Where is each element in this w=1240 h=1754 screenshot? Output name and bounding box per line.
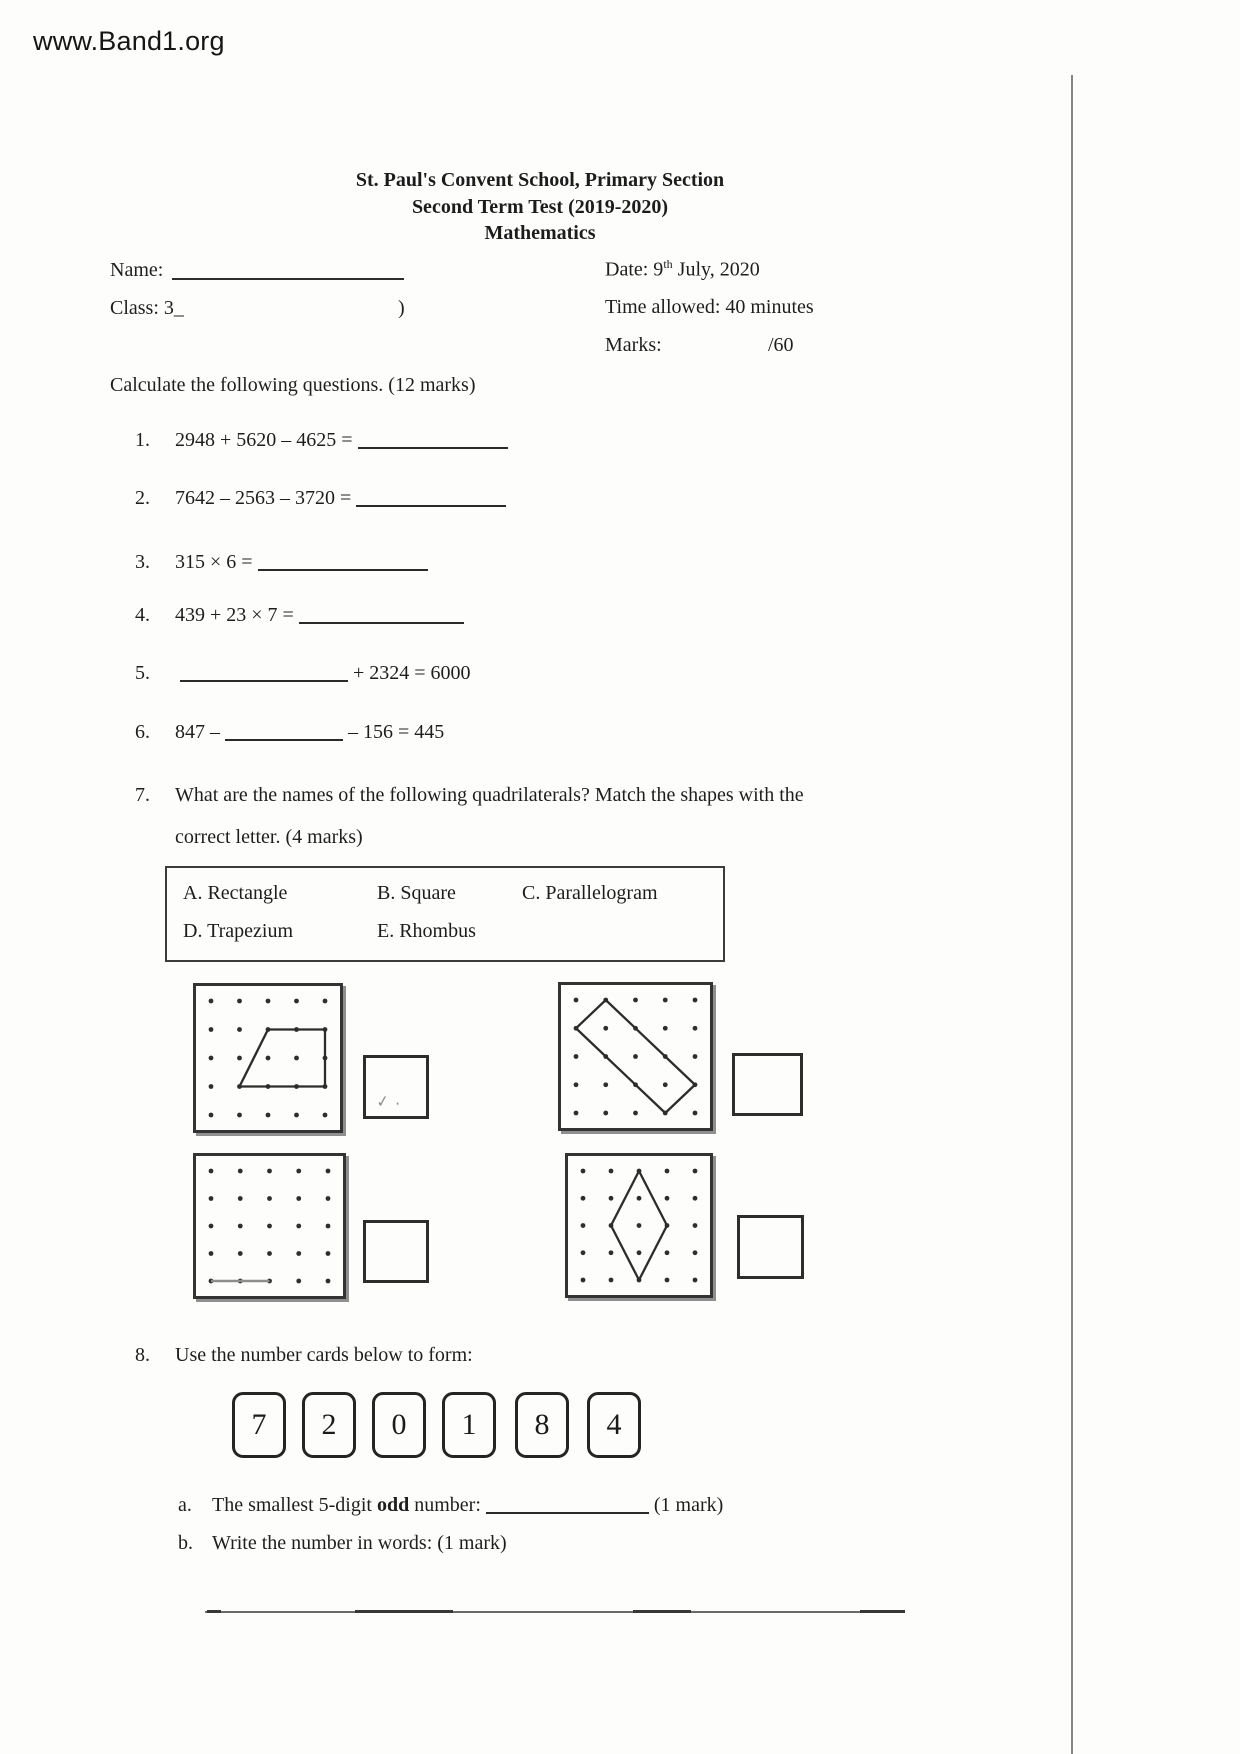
geoboard-dot: [693, 1196, 698, 1201]
geoboard-grid-none: [193, 1153, 346, 1299]
geoboard-dot: [637, 1250, 642, 1255]
geoboard-dot: [693, 1169, 698, 1174]
number-card-4: [587, 1392, 641, 1458]
geoboard-dot: [209, 1224, 214, 1229]
name-label: Name:: [110, 259, 164, 281]
geoboard-dot: [603, 1026, 608, 1031]
shape-answer-box: [363, 1055, 429, 1119]
number-card-1: [442, 1392, 496, 1458]
geoboard-dot: [266, 999, 271, 1004]
geoboard-dot: [609, 1169, 614, 1174]
geoboard-dot: [296, 1224, 301, 1229]
watermark-url: www.Band1.org: [33, 26, 225, 56]
number-card-0: [372, 1392, 426, 1458]
geoboard-dot: [238, 1196, 243, 1201]
date-pre: Date: 9: [605, 258, 664, 281]
question-8-number: 8.: [135, 1344, 150, 1366]
geoboard-dot: [665, 1250, 670, 1255]
geoboard-dot: [581, 1250, 586, 1255]
shape-answer-box: [737, 1215, 804, 1279]
geoboard-dot: [267, 1251, 272, 1256]
geoboard-dot: [637, 1196, 642, 1201]
geoboard-dot: [209, 1169, 214, 1174]
scan-smudge: [633, 1610, 691, 1613]
shape-answer-box: [363, 1220, 429, 1283]
geoboard-dot: [693, 1223, 698, 1228]
geoboard-dot: [665, 1196, 670, 1201]
geoboard-dot: [267, 1169, 272, 1174]
question-row: [175, 604, 469, 627]
geoboard-dot: [238, 1224, 243, 1229]
question-7-line1: What are the names of the following quadrilaterals? Match the shapes with the: [175, 784, 804, 806]
geoboard-dot: [237, 999, 242, 1004]
geoboard-dot: [209, 999, 214, 1004]
geoboard-dot: [574, 1054, 579, 1059]
geoboard-dot: [237, 1056, 242, 1061]
date-text: [605, 257, 760, 282]
geoboard-dot: [209, 1027, 214, 1032]
card-digit: 2: [321, 1408, 337, 1441]
sub-a-mark-count: (1 mark): [653, 1494, 724, 1516]
geoboard-dot: [237, 1027, 242, 1032]
question-row: [175, 662, 471, 685]
shape-answer-box: [732, 1053, 803, 1116]
geoboard-dot: [238, 1169, 243, 1174]
question-text: + 2324 = 6000: [353, 662, 471, 684]
header-school: St. Paul's Convent School, Primary Section: [355, 169, 725, 191]
option-d: D. Trapezium: [183, 920, 293, 942]
name-answer-line: [172, 262, 404, 280]
geoboard-grid-rhombus: [565, 1153, 713, 1298]
question-row: [175, 721, 444, 744]
geoboard-dot: [326, 1169, 331, 1174]
question-7-line2: correct letter. (4 marks): [175, 826, 363, 848]
geoboard-dot: [237, 1113, 242, 1118]
geoboard-dot: [609, 1196, 614, 1201]
geoboard-dot: [603, 1082, 608, 1087]
geoboard-dot: [637, 1223, 642, 1228]
geoboard-dot: [633, 998, 638, 1003]
geoboard-dot: [693, 1054, 698, 1059]
date-post: July, 2020: [672, 258, 760, 281]
question-number: 2.: [135, 487, 150, 509]
sub-question-b-label: b.: [178, 1532, 193, 1554]
answer-blank: [356, 489, 506, 507]
answer-blank: [180, 664, 348, 682]
geoboard-dot: [294, 999, 299, 1004]
geoboard-dot: [693, 1111, 698, 1116]
answer-blank: [258, 553, 428, 571]
geoboard-dot: [209, 1056, 214, 1061]
card-digit: 4: [606, 1408, 622, 1441]
geoboard-grid-right-trapezium: [193, 983, 343, 1133]
geoboard-dot: [209, 1196, 214, 1201]
card-digit: 0: [391, 1408, 407, 1441]
answer-blank: [358, 431, 508, 449]
question-7-number: 7.: [135, 784, 150, 806]
geoboard-dot: [663, 998, 668, 1003]
class-label: Class: 3_: [110, 297, 184, 319]
scan-smudge: [355, 1610, 453, 1613]
section-heading: Calculate the following questions. (12 marks): [110, 374, 476, 396]
answer-line-b: [205, 1610, 905, 1613]
question-row: [175, 551, 433, 574]
geoboard-dot: [665, 1278, 670, 1283]
class-paren: ): [398, 297, 405, 319]
number-card-8: [515, 1392, 569, 1458]
question-number: 6.: [135, 721, 150, 743]
pencil-check-mark: ✓ .: [374, 1089, 401, 1112]
geoboard-dot: [326, 1279, 331, 1284]
question-number: 5.: [135, 662, 150, 684]
geoboard-dot: [603, 1111, 608, 1116]
number-card-2: [302, 1392, 356, 1458]
geoboard-dot: [238, 1251, 243, 1256]
geoboard-dot: [296, 1196, 301, 1201]
question-text: 847 –: [175, 721, 220, 743]
geoboard-dot: [326, 1251, 331, 1256]
sub-a-pre: The smallest 5-digit: [212, 1494, 377, 1516]
geoboard-dot: [581, 1223, 586, 1228]
geoboard-dot: [665, 1169, 670, 1174]
geoboard-dot: [266, 1056, 271, 1061]
card-digit: 8: [534, 1408, 550, 1441]
geoboard-dot: [693, 1250, 698, 1255]
date-superscript: th: [663, 257, 673, 271]
question-8-prompt: Use the number cards below to form:: [175, 1344, 473, 1366]
geoboard-dot: [209, 1113, 214, 1118]
time-allowed-text: Time allowed: 40 minutes: [605, 296, 814, 318]
geoboard-dot: [294, 1113, 299, 1118]
sub-question-a-label: a.: [178, 1494, 192, 1516]
geoboard-dot: [663, 1026, 668, 1031]
header-term: Second Term Test (2019-2020): [411, 196, 669, 218]
answer-blank: [299, 606, 464, 624]
shape-right-trapezium: [240, 1030, 326, 1087]
geoboard-dot: [326, 1196, 331, 1201]
geoboard-dot: [323, 1113, 328, 1118]
question-text: 439 + 23 × 7 =: [175, 604, 294, 626]
sub-question-b: Write the number in words: (1 mark): [212, 1532, 507, 1554]
sub-a-post: number:: [409, 1494, 481, 1516]
card-digit: 1: [461, 1408, 477, 1441]
question-row: [175, 429, 513, 452]
question-text: – 156 = 445: [348, 721, 445, 743]
question-number: 1.: [135, 429, 150, 451]
sub-question-a: [212, 1494, 723, 1517]
sub-a-bold-word: odd: [376, 1494, 410, 1516]
scan-smudge: [860, 1610, 905, 1613]
marks-total: /60: [768, 334, 794, 356]
card-digit: 7: [251, 1408, 267, 1441]
option-c: C. Parallelogram: [522, 882, 658, 904]
geoboard-dot: [574, 998, 579, 1003]
geoboard-dot: [581, 1278, 586, 1283]
question-number: 3.: [135, 551, 150, 573]
option-b: B. Square: [377, 882, 456, 904]
geoboard-dot: [209, 1084, 214, 1089]
geoboard-dot: [609, 1278, 614, 1283]
geoboard-dot: [574, 1082, 579, 1087]
marks-label: Marks:: [605, 334, 662, 356]
number-card-7: [232, 1392, 286, 1458]
sub-a-answer-blank: [486, 1496, 649, 1514]
geoboard-dot: [574, 1111, 579, 1116]
geoboard-dot: [693, 1026, 698, 1031]
geoboard-dot: [693, 1278, 698, 1283]
question-number: 4.: [135, 604, 150, 626]
question-text: 7642 – 2563 – 3720 =: [175, 487, 352, 509]
answer-line-base: [205, 1611, 905, 1613]
option-a: A. Rectangle: [183, 882, 288, 904]
geoboard-dot: [326, 1224, 331, 1229]
geoboard-dot: [581, 1169, 586, 1174]
geoboard-dot: [267, 1196, 272, 1201]
geoboard-dot: [209, 1251, 214, 1256]
geoboard-dot: [633, 1054, 638, 1059]
geoboard-dot: [633, 1111, 638, 1116]
geoboard-dot: [323, 999, 328, 1004]
geoboard-grid-rotated-rectangle: [558, 982, 713, 1131]
question-text: 2948 + 5620 – 4625 =: [175, 429, 353, 451]
geoboard-dot: [693, 998, 698, 1003]
geoboard-dot: [296, 1251, 301, 1256]
scan-smudge: [207, 1610, 221, 1613]
scan-edge-line: [1071, 75, 1073, 1754]
geoboard-dot: [267, 1224, 272, 1229]
header-subject: Mathematics: [484, 222, 596, 244]
geoboard-dot: [294, 1056, 299, 1061]
geoboard-dot: [663, 1082, 668, 1087]
geoboard-dot: [609, 1250, 614, 1255]
option-e: E. Rhombus: [377, 920, 476, 942]
geoboard-dot: [296, 1279, 301, 1284]
question-text: 315 × 6 =: [175, 551, 253, 573]
question-row: [175, 487, 511, 510]
geoboard-dot: [266, 1113, 271, 1118]
geoboard-dot: [296, 1169, 301, 1174]
options-box: [165, 866, 725, 962]
answer-blank: [225, 723, 343, 741]
geoboard-dot: [581, 1196, 586, 1201]
